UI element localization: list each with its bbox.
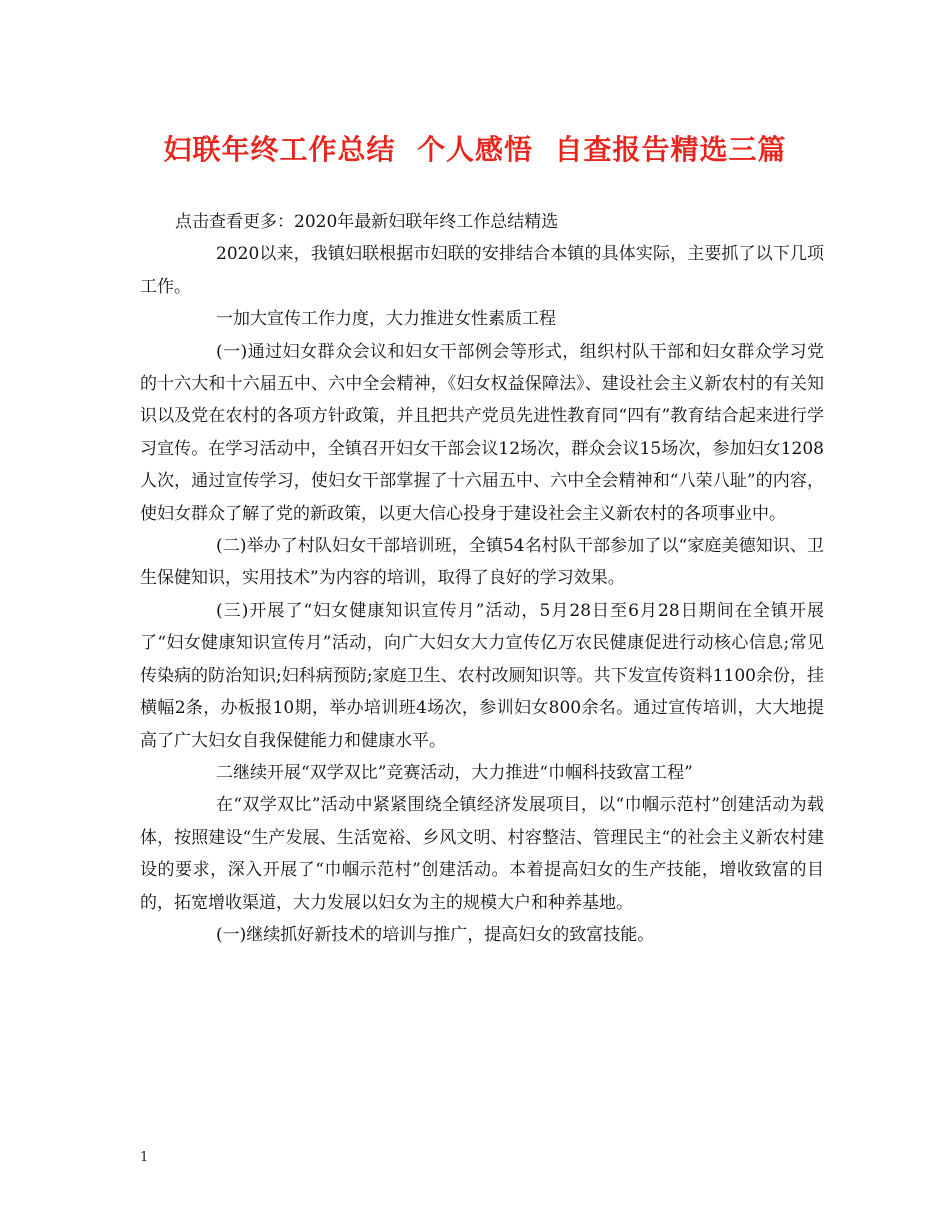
body-paragraph: 在“双学双比”活动中紧紧围绕全镇经济发展项目，以“巾帼示范村”创建活动为载体，按照建设“生产发展、生活宽裕、乡风文明、村容整洁、管理民主“的社会主义新农村建设的要求，深入开展了“巾帼示范村”创建活动。本着提高妇女的生产技能，增收致富的目的，拓宽增收渠道，大力发展以妇女为主的规模大户和种养基地。 [140, 795, 824, 913]
more-link-paragraph[interactable]: 点击查看更多：2020年最新妇联年终工作总结精选 [175, 212, 559, 232]
body-paragraph: (一)通过妇女群众会议和妇女干部例会等形式，组织村队干部和妇女群众学习党的十六大和十六届五中、六中全会精神，《妇女权益保障法》、建设社会主义新农村的有关知识以及党在农村的各项方针政策，并且把共产党员先进性教育同“四有”教育结合起来进行学习宣传。在学习活动中，全镇召开妇女干部会议12场次，群众会议15场次，参加妇女1208人次，通过宣传学习，使妇女干部掌握了十六届五中、六中全会精神和“八荣八耻”的内容，使妇女群众了解了党的新政策，以更大信心投身于建设社会主义新农村的各项事业中。 [140, 341, 824, 524]
body-paragraph: (三)开展了“妇女健康知识宣传月”活动，5月28日至6月28日期间在全镇开展了“妇女健康知识宣传月”活动，向广大妇女大力宣传亿万农民健康促进行动核心信息;常见传染病的防治知识;妇科病预防;家庭卫生、农村改厕知识等。共下发宣传资料1100余份，挂横幅2条，办板报10期，举办培训班4场次，参训妇女800余名。通过宣传培训，大大地提高了广大妇女自我保健能力和健康水平。 [140, 600, 824, 751]
document-body [140, 206, 824, 951]
body-paragraph: 2020以来，我镇妇联根据市妇联的安排结合本镇的具体实际，主要抓了以下几项工作。 [140, 244, 824, 297]
section-heading: 一加大宣传工作力度，大力推进女性素质工程 [216, 309, 556, 330]
document-title: 妇联年终工作总结 个人感悟 自查报告精选三篇 [163, 133, 787, 166]
body-paragraph: (二)举办了村队妇女干部培训班，全镇54名村队干部参加了以“家庭美德知识、卫生保健知识，实用技术”为内容的培训，取得了良好的学习效果。 [140, 536, 824, 589]
page-number: 1 [140, 1150, 149, 1165]
section-heading: 二继续开展“双学双比”竞赛活动，大力推进“巾帼科技致富工程” [216, 762, 693, 783]
body-paragraph: (一)继续抓好新技术的培训与推广，提高妇女的致富技能。 [216, 924, 655, 945]
